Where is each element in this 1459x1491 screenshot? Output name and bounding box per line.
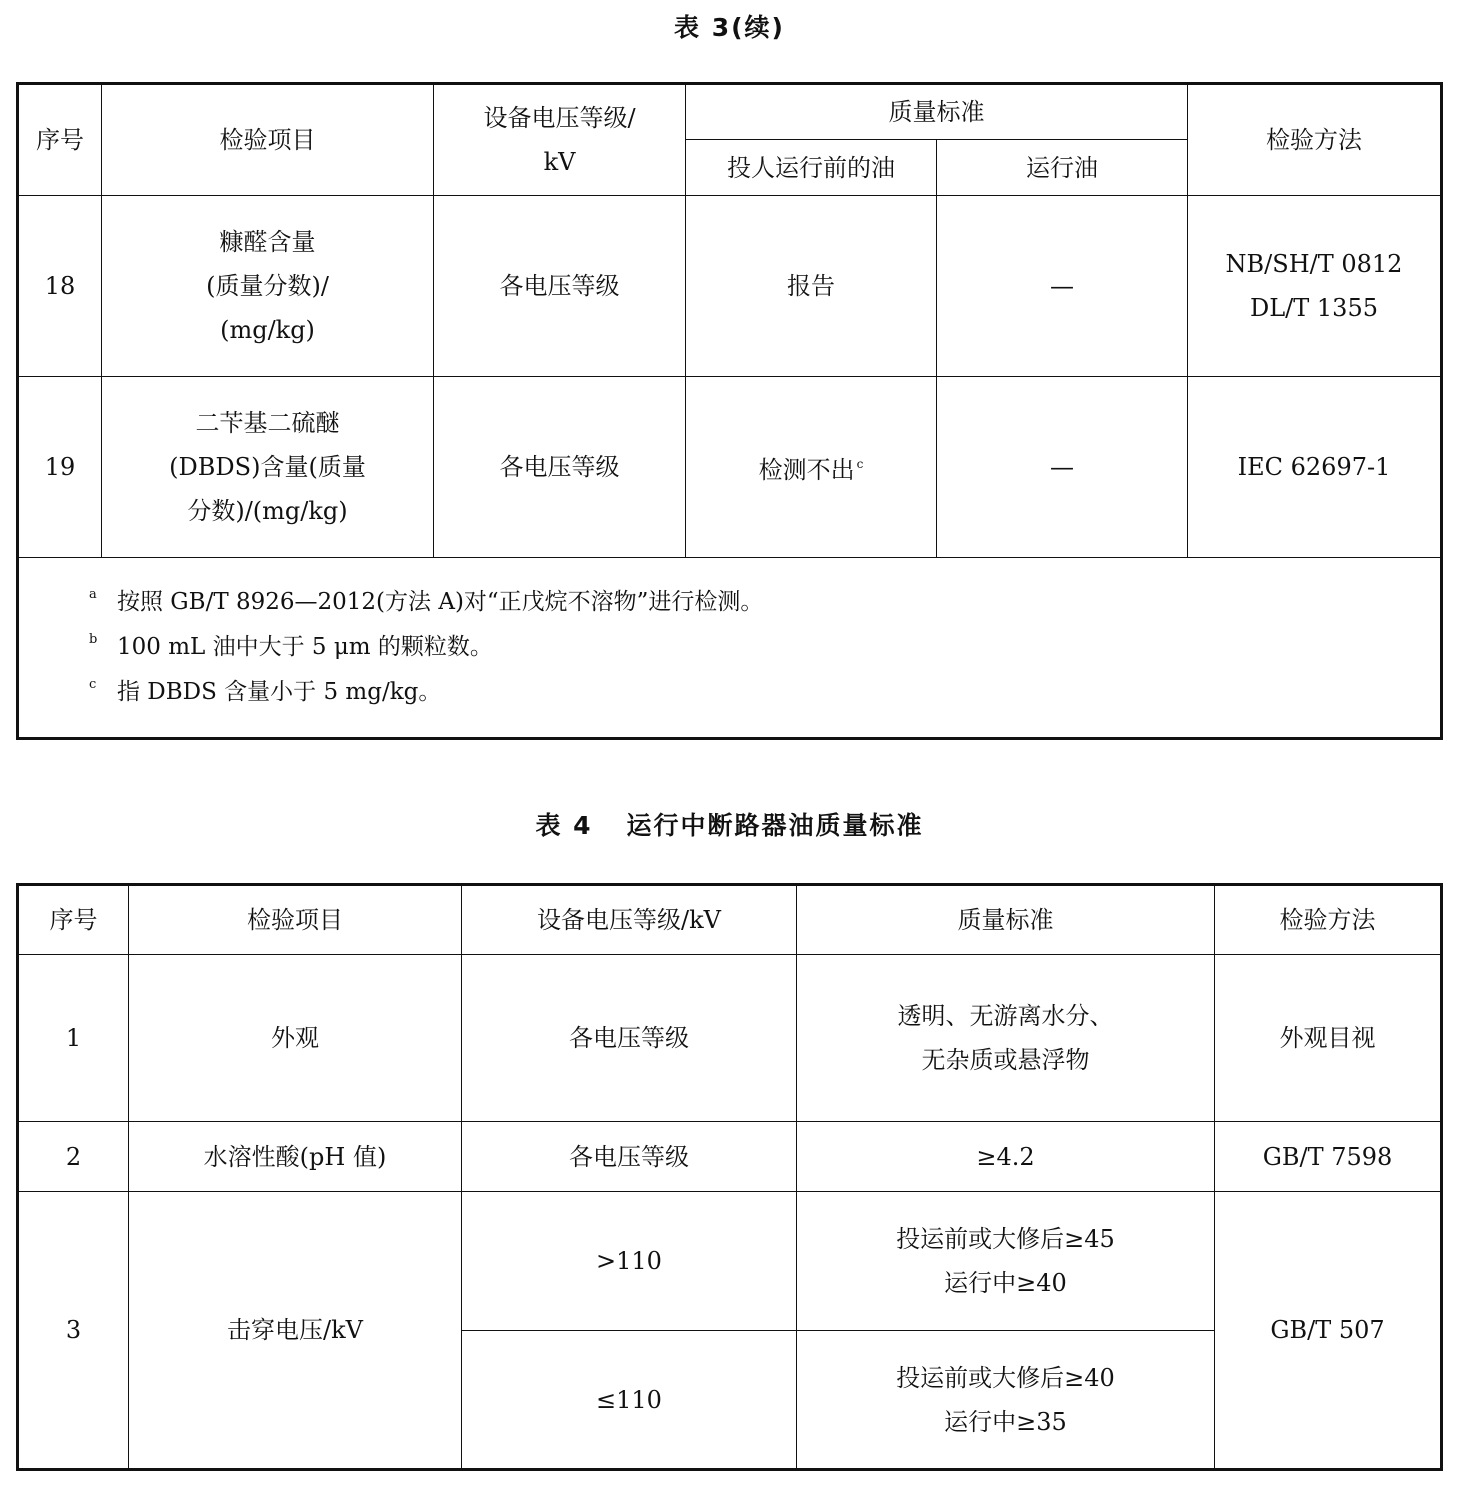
row19-method: IEC 62697-1 (1188, 377, 1442, 558)
row19-new-oil-text: 检测不出 (758, 456, 855, 484)
t4-row2-quality: ≥4.2 (797, 1122, 1215, 1192)
row18-running-oil: — (937, 196, 1188, 377)
t4-header-voltage: 设备电压等级/kV (462, 885, 797, 955)
footnote-mark-a: a (89, 587, 97, 602)
row19-item (102, 377, 434, 558)
t4-row3-method: GB/T 507 (1215, 1192, 1442, 1470)
row18-method (1188, 196, 1442, 377)
row19-item-line3: 分数)/(mg/kg) (187, 497, 348, 525)
t4-row2-item: 水溶性酸(pH 值) (129, 1122, 462, 1192)
table3 (16, 82, 1443, 740)
t4-row3a-voltage: >110 (462, 1192, 797, 1331)
row19-new-oil (686, 377, 937, 558)
table-row (18, 955, 1442, 1122)
row19-voltage: 各电压等级 (434, 377, 686, 558)
row19-item-line2: (DBDS)含量(质量 (169, 453, 366, 481)
row19-item-line1: 二苄基二硫醚 (195, 409, 340, 437)
t4-row3a-quality-line2: 运行中≥40 (944, 1269, 1067, 1297)
header-quality-new: 投人运行前的油 (686, 140, 937, 196)
footnote-mark-b: b (89, 632, 98, 647)
footnotes (18, 558, 1442, 739)
table-row (18, 196, 1442, 377)
row18-no: 18 (18, 196, 102, 377)
table-row (18, 377, 1442, 558)
footnote-c (19, 670, 1440, 715)
footnote-text-a: 按照 GB/T 8926—2012(方法 A)对“正戊烷不溶物”进行检测。 (117, 589, 764, 615)
row19-no: 19 (18, 377, 102, 558)
header-method: 检验方法 (1188, 84, 1442, 196)
t4-row3a-quality-line1: 投运前或大修后≥45 (896, 1225, 1115, 1253)
footnote-b (19, 625, 1440, 670)
table4-caption-no: 表 4 (535, 811, 593, 840)
t4-row1-item: 外观 (129, 955, 462, 1122)
table-row (18, 1122, 1442, 1192)
t4-row1-voltage: 各电压等级 (462, 955, 797, 1122)
t4-header-item: 检验项目 (129, 885, 462, 955)
row18-item-line1: 糠醛含量 (219, 228, 316, 256)
row18-item-line3: (mg/kg) (220, 316, 315, 344)
row18-method-line1: NB/SH/T 0812 (1225, 250, 1403, 278)
footnote-text-c: 指 DBDS 含量小于 5 mg/kg。 (117, 679, 442, 705)
header-voltage-line2: kV (543, 148, 576, 176)
footnote-ref-c: c (856, 457, 864, 471)
t4-row3b-quality-line1: 投运前或大修后≥40 (896, 1363, 1115, 1392)
table3-footnote-row (18, 558, 1442, 739)
header-no: 序号 (18, 84, 102, 196)
t4-row2-no: 2 (18, 1122, 129, 1192)
t4-row3-item: 击穿电压/kV (129, 1192, 462, 1470)
header-voltage (434, 84, 686, 196)
t4-header-method: 检验方法 (1215, 885, 1442, 955)
row18-new-oil: 报告 (686, 196, 937, 377)
t4-row3b-voltage: ≤110 (462, 1331, 797, 1470)
header-quality: 质量标准 (686, 84, 1188, 140)
table-row (18, 1192, 1442, 1331)
row18-voltage: 各电压等级 (434, 196, 686, 377)
t4-row1-quality-line2: 无杂质或悬浮物 (921, 1046, 1090, 1074)
t4-row1-method: 外观目视 (1215, 955, 1442, 1122)
t4-header-no: 序号 (18, 885, 129, 955)
table4-caption-title: 运行中断路器油质量标准 (626, 811, 924, 840)
row18-item-line2: (质量分数)/ (206, 272, 329, 300)
t4-row1-no: 1 (18, 955, 129, 1122)
t4-row3-no: 3 (18, 1192, 129, 1470)
row18-item (102, 196, 434, 377)
footnote-a (19, 580, 1440, 625)
row19-running-oil: — (937, 377, 1188, 558)
t4-row1-quality-line1: 透明、无游离水分、 (897, 1002, 1114, 1030)
header-quality-running: 运行油 (937, 140, 1188, 196)
t4-row1-quality (797, 955, 1215, 1122)
t4-row3b-quality-line2: 运行中≥35 (944, 1407, 1067, 1436)
t4-row3a-quality (797, 1192, 1215, 1331)
table4 (16, 883, 1443, 1471)
header-voltage-line1: 设备电压等级/ (483, 104, 636, 132)
header-item: 检验项目 (102, 84, 434, 196)
t4-row2-voltage: 各电压等级 (462, 1122, 797, 1192)
row18-method-line2: DL/T 1355 (1250, 294, 1378, 322)
t4-row2-method: GB/T 7598 (1215, 1122, 1442, 1192)
t4-header-quality: 质量标准 (797, 885, 1215, 955)
footnote-text-b: 100 mL 油中大于 5 μm 的颗粒数。 (117, 634, 493, 660)
table3-header-row (18, 84, 1442, 140)
table4-header-row (18, 885, 1442, 955)
table3-caption: 表 3(续) (674, 13, 785, 42)
footnote-mark-c: c (89, 677, 97, 692)
t4-row3b-quality (797, 1331, 1215, 1470)
table4-caption (0, 806, 1459, 842)
